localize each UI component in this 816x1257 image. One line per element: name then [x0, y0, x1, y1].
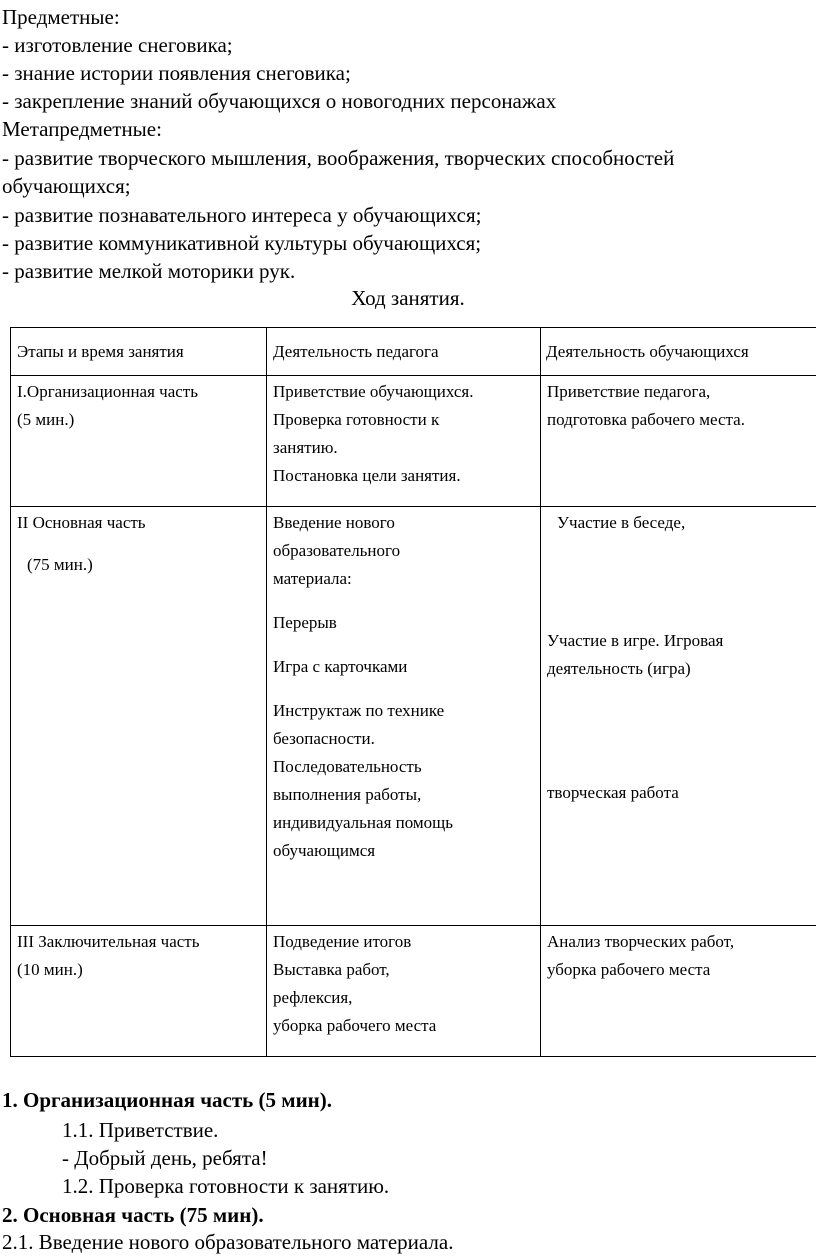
meta-item: - развитие коммуникативной культуры обучающихся; [2, 231, 482, 255]
table-header-cell: Деятельность обучающихся [541, 328, 816, 376]
meta-results-heading: Метапредметные: [2, 117, 162, 141]
cell-text: выполнения работы, [273, 785, 422, 804]
stage-name: II Основная часть [17, 513, 146, 532]
greeting-text: - Добрый день, ребята! [62, 1146, 268, 1170]
cell-text: Приветствие обучающихся. [273, 382, 474, 401]
cell-text: Подведение итогов [273, 932, 412, 951]
lesson-plan-table [10, 327, 816, 1057]
stage-time: (10 мин.) [17, 960, 83, 979]
cell-text: материала: [273, 569, 352, 588]
subject-results-heading: Предметные: [2, 5, 120, 29]
cell-text: Выставка работ, [273, 960, 390, 979]
cell-text: обучающимся [273, 841, 376, 860]
cell-text: рефлексия, [273, 988, 353, 1007]
table-header-cell: Этапы и время занятия [11, 328, 267, 376]
subject-item: - закрепление знаний обучающихся о новогодних персонажах [2, 89, 557, 113]
cell-text: Игра с карточками [273, 657, 408, 676]
table-row [11, 926, 816, 1057]
meta-item: - развитие мелкой моторики рук. [2, 259, 296, 283]
section-heading: 2. Основная часть (75 мин). [2, 1203, 264, 1227]
course-title: Ход занятия. [351, 286, 465, 310]
cell-text: Приветствие педагога, [547, 382, 711, 401]
subsection-heading: 1.1. Приветствие. [62, 1118, 219, 1142]
cell-text: деятельность (игра) [547, 659, 691, 678]
cell-text: Проверка готовности к [273, 410, 440, 429]
subject-item: - знание истории появления снеговика; [2, 61, 351, 85]
meta-item: обучающихся; [2, 174, 131, 198]
table-cell-stage [11, 926, 267, 1057]
table-cell-students [541, 376, 816, 507]
cell-text: индивидуальная помощь [273, 813, 454, 832]
table-cell-teacher [267, 926, 541, 1057]
table-header-cell: Деятельность педагога [267, 328, 541, 376]
cell-text: подготовка рабочего места. [547, 410, 745, 429]
table-cell-stage [11, 376, 267, 507]
table-cell-teacher [267, 507, 541, 926]
table-cell-stage [11, 507, 267, 926]
cell-text: Постановка цели занятия. [273, 466, 461, 485]
table-cell-teacher [267, 376, 541, 507]
meta-item: - развитие творческого мышления, воображения, творческих способностей [2, 146, 675, 170]
table-header-row [11, 328, 816, 376]
section-heading: 1. Организационная часть (5 мин). [2, 1088, 333, 1112]
table-cell-students [541, 507, 816, 926]
table-cell-students [541, 926, 816, 1057]
cell-text: уборка рабочего места [547, 960, 711, 979]
subject-item: - изготовление снеговика; [2, 33, 233, 57]
table-row [11, 376, 816, 507]
cell-text: Инструктаж по технике [273, 701, 445, 720]
table-row [11, 507, 816, 926]
cell-text: Введение нового [273, 513, 395, 532]
cell-text: Участие в беседе, [557, 513, 686, 532]
cell-text: Анализ творческих работ, [547, 932, 735, 951]
cell-text: образовательного [273, 541, 401, 560]
cell-text: Перерыв [273, 613, 337, 632]
meta-item: - развитие познавательного интереса у обучающихся; [2, 203, 482, 227]
stage-time: (5 мин.) [17, 410, 75, 429]
cell-text: творческая работа [547, 783, 679, 802]
cell-text: Участие в игре. Игровая [547, 631, 724, 650]
cell-text: занятию. [273, 438, 338, 457]
subsection-heading: 1.2. Проверка готовности к занятию. [62, 1174, 390, 1198]
subsection-heading: 2.1. Введение нового образовательного материала. [2, 1230, 454, 1254]
stage-name: III Заключительная часть [17, 932, 200, 951]
cell-text: уборка рабочего места [273, 1016, 437, 1035]
cell-text: Последовательность [273, 757, 422, 776]
cell-text: безопасности. [273, 729, 375, 748]
stage-name: I.Организационная часть [17, 382, 198, 401]
stage-time: (75 мин.) [27, 555, 93, 574]
